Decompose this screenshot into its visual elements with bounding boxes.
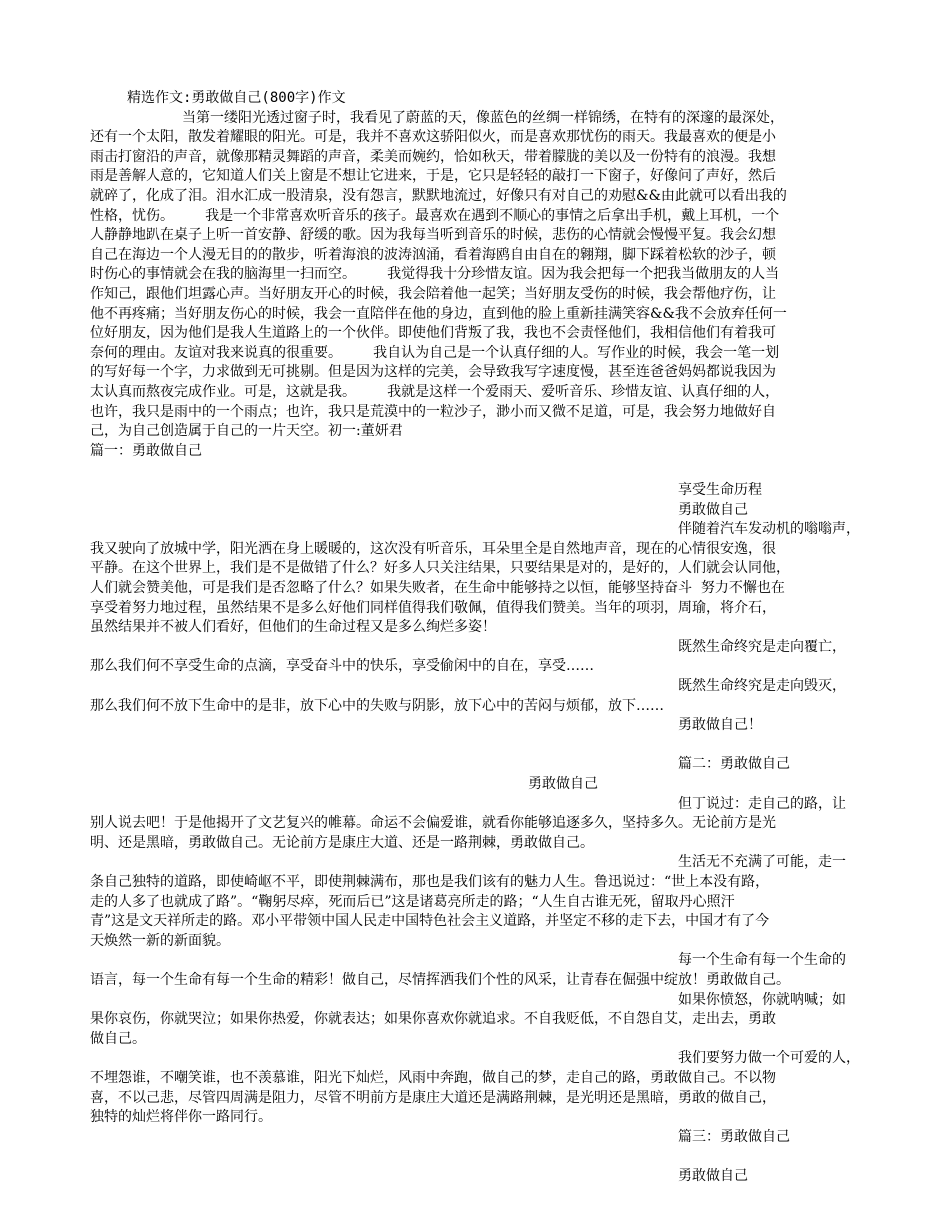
intro-line: 己，为自己创造属于自己的一片天空。初一:董妍君	[90, 423, 403, 440]
paragraph-line: 果你哀伤，你就哭泣；如果你热爱，你就表达；如果你喜欢你就追求。不自我贬低，不自怨自艾，走出去，勇敢	[90, 1011, 776, 1028]
intro-line: 他不再疼痛；当好朋友伤心的时候，我会一直陪伴在他的身边，直到他的脸上重新挂满笑容&&我不会放弃任何一	[90, 305, 787, 322]
intro-line: 位好朋友，因为他们是我人生道路上的一个伙伴。即使他们背叛了我，我也不会责怪他们，我相信他们有着我可	[90, 325, 776, 342]
paragraph-start: 既然生命终究是走向覆亡，	[678, 638, 846, 655]
intro-line: 奈何的理由。友谊对我来说真的很重要。 我自认为自己是一个认真仔细的人。写作业的时候，我会一笔一划	[90, 344, 780, 361]
intro-line: 就碎了，化成了泪。泪水汇成一股清泉，没有怨言，默默地流过，好像只有对自己的劝慰&&由此就可以看出我的	[90, 188, 787, 204]
intro-line: 自己在海边一个人漫无目的的散步，听着海浪的波涛汹涌，看着海鸥自由自在的翱翔，脚下踩着松软的沙子，顿	[90, 246, 776, 263]
intro-line: 人静静地趴在桌子上听一首安静、舒缓的歌。因为我每当听到音乐的时候，悲伤的心情就会慢慢平复。我会幻想	[90, 227, 776, 244]
paragraph-line: 那么我们何不放下生命中的是非，放下心中的失败与阴影，放下心中的苦闷与烦郁，放下……	[90, 697, 664, 714]
intro-line: 雨击打窗沿的声音，就像那精灵舞蹈的声音，柔美而婉约，恰如秋天，带着朦胧的美以及一份特有的浪漫。我想	[90, 148, 776, 165]
section-heading: 篇一：勇敢做自己	[90, 442, 202, 459]
intro-line: 太认真而熬夜完成作业。可是，这就是我。 我就是这样一个爱雨天、爱听音乐、珍惜友谊、认真仔细的人，	[90, 384, 780, 400]
paragraph-line: 人们就会赞美他，可是我们是否忽略了什么？如果失败者，在生命中能够持之以恒，能够坚持奋斗 努力不懈也在	[90, 580, 785, 596]
intro-line: 时伤心的事情就会在我的脑海里一扫而空。 我觉得我十分珍惜友谊。因为我会把每一个把我当做朋友的人当	[90, 266, 780, 283]
paragraph-start: 既然生命终究是走向毁灭，	[678, 678, 846, 694]
paragraph-line: 那么我们何不享受生命的点滴，享受奋斗中的快乐，享受偷闲中的自在，享受……	[90, 658, 594, 675]
section-heading: 篇二：勇敢做自己	[678, 756, 790, 773]
paragraph-line: 天焕然一新的新面貌。	[90, 932, 230, 949]
paragraph-line: 不埋怨谁，不嘲笑谁，也不羡慕谁，阳光下灿烂，风雨中奔跑，做自己的梦，走自己的路，勇敢做自己。不以物	[90, 1070, 776, 1086]
intro-line: 也许，我只是雨中的一个雨点；也许，我只是荒漠中的一粒沙子，渺小而又微不足道，可是，我会努力地做好自	[90, 403, 776, 420]
paragraph-start: 伴随着汽车发动机的嗡嗡声，	[678, 521, 860, 538]
paragraph-start: 但丁说过：走自己的路，让	[678, 795, 846, 812]
paragraph-line: 走的人多了也就成了路”。“鞠躬尽瘁，死而后已”这是诸葛亮所走的路；“人生自古谁无死，留取丹心照汗	[90, 893, 735, 910]
intro-line: 当第一缕阳光透过窗子时，我看见了蔚蓝的天，像蓝色的丝绸一样锦绣，在特有的深邃的最深处，	[182, 109, 784, 126]
closing-line: 勇敢做自己！	[678, 717, 762, 734]
paragraph-line: 青”这是文天祥所走的路。邓小平带领中国人民走中国特色社会主义道路，并坚定不移的走下去，中国才有了今	[90, 913, 770, 930]
paragraph-line: 享受着努力地过程，虽然结果不是多么好他们同样值得我们敬佩，值得我们赞美。当年的项羽，周瑜，将介石，	[90, 599, 776, 616]
paragraph-line: 条自己独特的道路，即使崎岖不平，即使荆棘满布，那也是我们该有的魅力人生。鲁迅说过：“世上本没有路，	[90, 874, 770, 890]
paragraph-line: 虽然结果并不被人们看好，但他们的生命过程又是多么绚烂多姿！	[90, 619, 496, 636]
paragraph-start: 生活无不充满了可能，走一	[678, 854, 846, 871]
paragraph-line: 语言，每一个生命有每一个生命的精彩！做自己，尽情挥洒我们个性的风采，让青春在倔强中绽放！勇敢做自己。	[90, 972, 790, 988]
document-title: 精选作文:勇敢做自己(800字)作文	[127, 90, 346, 106]
paragraph-start: 如果你愤怒，你就呐喊；如	[678, 991, 846, 1008]
intro-line: 还有一个太阳，散发着耀眼的阳光。可是，我并不喜欢这骄阳似火，而是喜欢那忧伤的雨天。我最喜欢的便是小	[90, 129, 776, 146]
section-heading: 篇三：勇敢做自己	[678, 1128, 790, 1145]
essay-title: 勇敢做自己	[528, 776, 598, 792]
intro-line: 作知己，跟他们坦露心声。当好朋友开心的时候，我会陪着他一起笑；当好朋友受伤的时候，我会帮他疗伤，让	[90, 286, 776, 302]
paragraph-start: 每一个生命有每一个生命的	[678, 952, 846, 969]
intro-line: 的写好每一个字，力求做到无可挑剔。但是因为这样的完美，会导致我写字速度慢，甚至连爸爸妈妈都说我因为	[90, 364, 776, 381]
paragraph-line: 明、还是黑暗，勇敢做自己。无论前方是康庄大道、还是一路荆棘，勇敢做自己。	[90, 834, 594, 851]
paragraph-line: 独特的灿烂将伴你一路同行。	[90, 1109, 272, 1126]
paragraph-start: 我们要努力做一个可爱的人，	[678, 1050, 860, 1067]
paragraph-line: 做自己。	[90, 1030, 146, 1047]
intro-line: 雨是善解人意的，它知道人们关上窗是不想让它进来，于是，它只是轻轻的敲打一下窗子，好像问了声好，然后	[90, 168, 776, 185]
paragraph-line: 喜，不以己悲，尽管四周满是阻力，尽管不明前方是康庄大道还是满路荆棘，是光明还是黑暗，勇敢的做自己，	[90, 1089, 776, 1106]
essay-subtitle: 勇敢做自己	[678, 501, 748, 518]
paragraph-line: 我又驶向了放城中学，阳光洒在身上暖暖的，这次没有听音乐，耳朵里全是自然地声音，现在的心情很安逸，很	[90, 540, 776, 557]
intro-line: 性格，忧伤。 我是一个非常喜欢听音乐的孩子。最喜欢在遇到不顺心的事情之后拿出手机，戴上耳机，一个	[90, 207, 780, 224]
paragraph-line: 平静。在这个世界上，我们是不是做错了什么？好多人只关注结果，只要结果是对的，是好的，人们就会认同他，	[90, 560, 790, 577]
paragraph-line: 别人说去吧！于是他揭开了文艺复兴的帷幕。命运不会偏爱谁，就看你能够追逐多久，坚持多久。无论前方是光	[90, 815, 776, 832]
essay-title: 享受生命历程	[678, 482, 762, 498]
essay-title: 勇敢做自己	[678, 1168, 748, 1184]
